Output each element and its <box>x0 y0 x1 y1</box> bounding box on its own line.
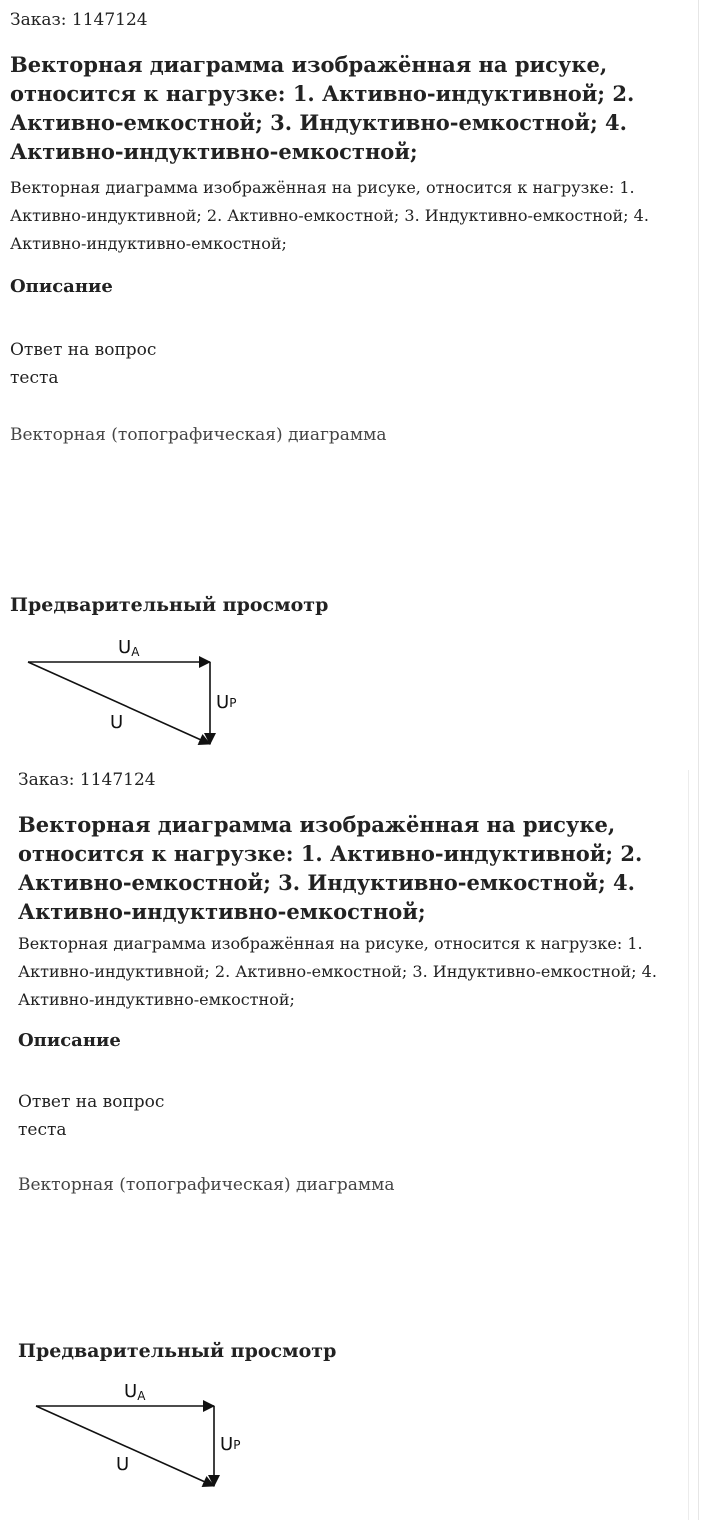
description-heading: Описание <box>10 276 113 297</box>
label-ua: UA <box>118 637 140 659</box>
page-title: Векторная диаграмма изображённая на рисуке, относится к нагрузке: 1. Активно-индуктивной; 2. Активно-емкостной; 3. Индуктивно-емкостной; 4. Активно-индуктивно-емкостной; <box>18 812 643 924</box>
vector-diagram <box>28 1380 268 1490</box>
answer-text: Векторная (топографическая) диаграмма <box>18 1175 395 1195</box>
answer-line-1: Ответ на вопрос <box>18 1092 165 1112</box>
label-u: U <box>110 712 124 733</box>
question-text: Векторная диаграмма изображённая на рисуке, относится к нагрузке: 1. Активно-индуктивной; 2. Активно-емкостной; 3. Индуктивно-емкостной; 4. Активно-индуктивно-емкостной; <box>18 934 657 1009</box>
order-number: Заказ: 1147124 <box>18 770 156 790</box>
preview-heading: Предварительный просмотр <box>10 594 329 616</box>
page-title: Векторная диаграмма изображённая на рисуке, относится к нагрузке: 1. Активно-индуктивной; 2. Активно-емкостной; 3. Индуктивно-емкостной; 4. Активно-индуктивно-емкостной; <box>10 52 635 164</box>
label-up: UP <box>220 1434 241 1455</box>
preview-heading: Предварительный просмотр <box>18 1340 337 1362</box>
label-up: UP <box>216 692 237 713</box>
order-number: Заказ: 1147124 <box>10 10 148 30</box>
answer-line-2: теста <box>10 368 59 388</box>
answer-line-1: Ответ на вопрос <box>10 340 157 360</box>
answer-text: Векторная (топографическая) диаграмма <box>10 425 387 445</box>
answer-line-2: теста <box>18 1120 67 1140</box>
description-heading: Описание <box>18 1030 121 1051</box>
vector-diagram <box>20 636 260 746</box>
label-ua: UA <box>124 1381 146 1403</box>
question-text: Векторная диаграмма изображённая на рисуке, относится к нагрузке: 1. Активно-индуктивной; 2. Активно-емкостной; 3. Индуктивно-емкостной; 4. Активно-индуктивно-емкостной; <box>10 178 649 253</box>
label-u: U <box>116 1454 130 1475</box>
document-copy-2 <box>8 760 701 1520</box>
